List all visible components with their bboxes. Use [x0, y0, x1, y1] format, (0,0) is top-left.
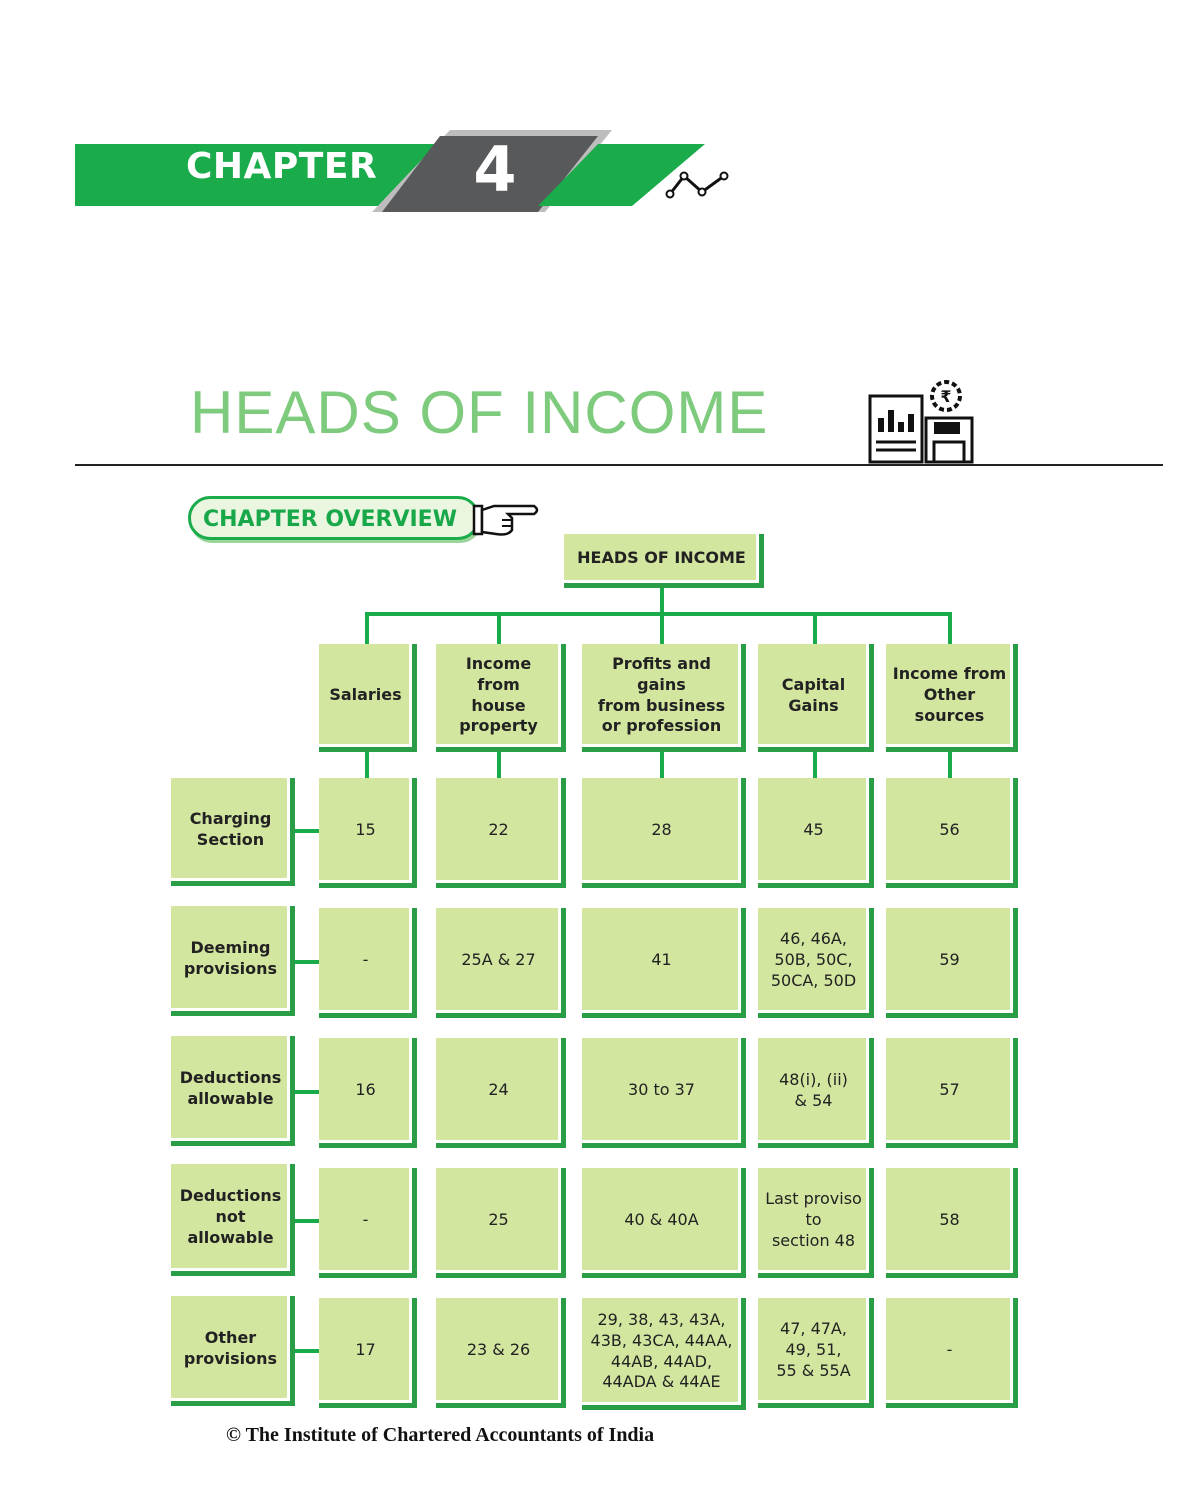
- row-label-deductions-not-allowable: Deductions not allowable: [171, 1164, 295, 1276]
- chapter-overview-badge: [188, 496, 480, 540]
- connector-row-3: [295, 1090, 319, 1094]
- copyright-footer: © The Institute of Chartered Accountants of India: [226, 1424, 655, 1446]
- finance-report-icon: [866, 378, 978, 468]
- cell-charging-business: 28: [582, 778, 746, 888]
- cell-deeming-capital-gains: 46, 46A, 50B, 50C, 50CA, 50D: [758, 908, 874, 1018]
- head-business-profession: Profits and gains from business or profession: [582, 644, 746, 752]
- connector-heads-horizontal: [365, 612, 952, 616]
- cell-other-business: 29, 38, 43, 43A, 43B, 43CA, 44AA, 44AB, 44AD, 44ADA & 44AE: [582, 1298, 746, 1410]
- connector-row-1: [295, 829, 319, 833]
- cell-charging-other-sources: 56: [886, 778, 1018, 888]
- cell-allowable-house-property: 24: [436, 1038, 566, 1148]
- cell-not-allowable-salaries: -: [319, 1168, 417, 1278]
- diagram-root-box: HEADS OF INCOME: [564, 534, 764, 588]
- row-label-other-provisions: Other provisions: [171, 1296, 295, 1406]
- trend-line-icon: [664, 168, 736, 202]
- cell-not-allowable-capital-gains: Last proviso to section 48: [758, 1168, 874, 1278]
- cell-other-house-property: 23 & 26: [436, 1298, 566, 1408]
- svg-text:₹: ₹: [940, 387, 952, 406]
- cell-other-salaries: 17: [319, 1298, 417, 1408]
- cell-deeming-salaries: -: [319, 908, 417, 1018]
- connector-row-4: [295, 1219, 319, 1223]
- connector-head-1: [365, 612, 369, 648]
- cell-charging-house-property: 22: [436, 778, 566, 888]
- cell-allowable-salaries: 16: [319, 1038, 417, 1148]
- connector-head-5: [948, 612, 952, 648]
- cell-allowable-other-sources: 57: [886, 1038, 1018, 1148]
- head-other-sources: Income from Other sources: [886, 644, 1018, 752]
- chapter-number: 4: [473, 133, 517, 206]
- cell-allowable-capital-gains: 48(i), (ii) & 54: [758, 1038, 874, 1148]
- cell-other-capital-gains: 47, 47A, 49, 51, 55 & 55A: [758, 1298, 874, 1408]
- row-label-deductions-allowable: Deductions allowable: [171, 1036, 295, 1146]
- connector-root-vertical: [660, 586, 664, 614]
- pointing-hand-icon: [472, 500, 544, 540]
- cell-deeming-business: 41: [582, 908, 746, 1018]
- connector-head-2: [497, 612, 501, 648]
- cell-deeming-house-property: 25A & 27: [436, 908, 566, 1018]
- row-label-deeming-provisions: Deeming provisions: [171, 906, 295, 1016]
- cell-deeming-other-sources: 59: [886, 908, 1018, 1018]
- connector-row-2: [295, 960, 319, 964]
- chapter-label: CHAPTER: [186, 146, 378, 187]
- row-label-charging-section: Charging Section: [171, 778, 295, 886]
- cell-not-allowable-other-sources: 58: [886, 1168, 1018, 1278]
- cell-charging-salaries: 15: [319, 778, 417, 888]
- cell-other-other-sources: -: [886, 1298, 1018, 1408]
- title-rule: [75, 464, 1163, 466]
- head-house-property: Income from house property: [436, 644, 566, 752]
- connector-head-4: [813, 612, 817, 648]
- head-salaries: Salaries: [319, 644, 417, 752]
- cell-charging-capital-gains: 45: [758, 778, 874, 888]
- cell-allowable-business: 30 to 37: [582, 1038, 746, 1148]
- chapter-overview-label: CHAPTER OVERVIEW: [203, 507, 457, 532]
- cell-not-allowable-business: 40 & 40A: [582, 1168, 746, 1278]
- chapter-banner: [0, 0, 1200, 240]
- connector-row-5: [295, 1349, 319, 1353]
- page-title: HEADS OF INCOME: [190, 379, 769, 446]
- head-capital-gains: Capital Gains: [758, 644, 874, 752]
- cell-not-allowable-house-property: 25: [436, 1168, 566, 1278]
- connector-head-3: [660, 612, 664, 648]
